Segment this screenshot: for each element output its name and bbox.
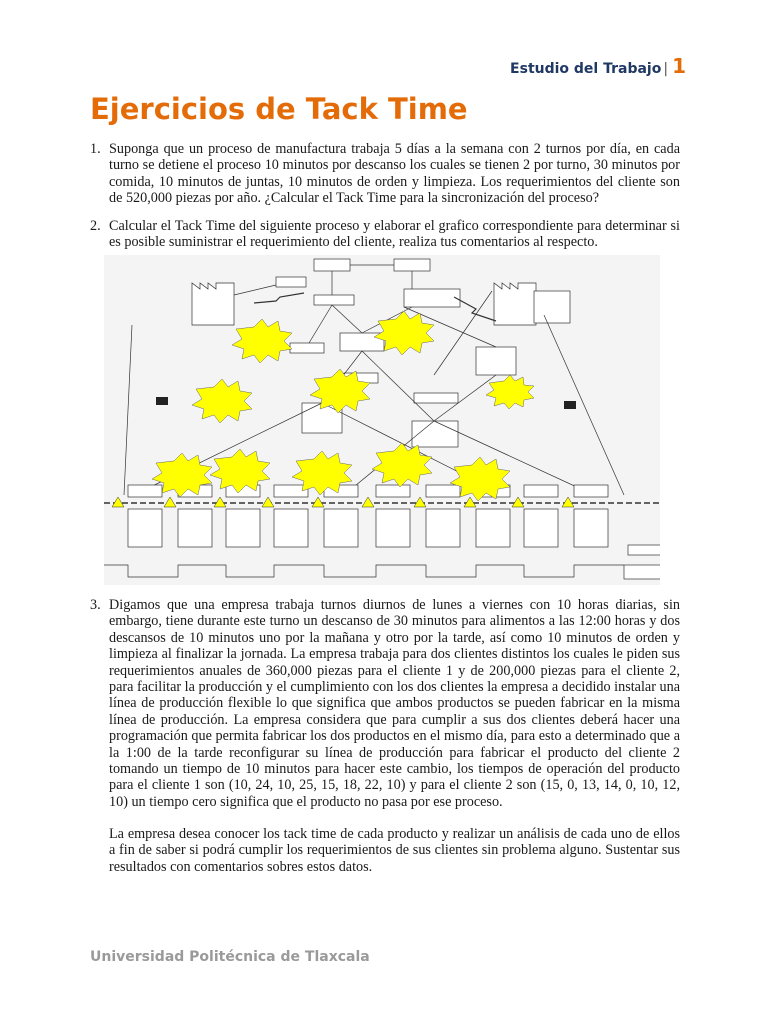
exercise-number: 2.	[90, 218, 101, 234]
header-title: Estudio del Trabajo	[510, 61, 662, 77]
exercise-3-followup: La empresa desea conocer los tack time de cada producto y realizar un análisis de cada uno de ellos a fin de saber si podrá cumplir los requerimientos de sus clientes sin problema alguno. Sustentar sus resultados con comentarios sobres estos datos.	[109, 826, 680, 875]
exercise-2	[90, 218, 680, 251]
exercise-3	[90, 597, 680, 810]
value-stream-map-figure	[104, 255, 660, 585]
truck-icon	[156, 397, 168, 405]
exercise-1	[90, 141, 680, 207]
exercise-text: Suponga que un proceso de manufactura trabaja 5 días a la semana con 2 turnos por día, en cada turno se detiene el proceso 10 minutos por descanso los cuales se tienen 2 por turno, 30 minutos por comida, 10 minutos de juntas, 10 minutos de orden y limpieza. Los requerimientos del cliente son de 520,000 piezas por año. ¿Calcular el Tack Time para la sincronización del proceso?	[109, 141, 680, 207]
exercise-text: Digamos que una empresa trabaja turnos diurnos de lunes a viernes con 10 horas diarias, sin embargo, tiene durante este turno un descanso de 30 minutos para alimentos a las 12:00 horas y dos descansos de 10 minutos uno por la mañana y otro por la tarde, así como 10 minutos de orden y limpieza al finalizar la jornada. La empresa trabaja para dos clientes distintos los cuales le piden sus requerimientos anuales de 360,000 piezas para el cliente 1 y de 200,000 piezas para el cliente 2, para facilitar la producción y el cumplimiento con los dos clientes la empresa a decidido instalar una línea de producción flexible lo que significa que ambos productos se pueden fabricar en la misma línea de producción. La empresa considera que para cumplir a sus dos clientes deberá hacer una programación que permita fabricar los dos productos en el mismo día, para esto a determinado que a la 1:00 de la tarde reconfigurar su línea de producción para fabricar el producto del cliente 2 tomando un tiempo de 10 minutos para hacer este cambio, los tiempos de operación del producto para el cliente 1 son (10, 24, 10, 25, 15, 18, 22, 10) y para el cliente 2 son (15, 0, 13, 14, 0, 10, 12, 10) un tiempo cero significa que el producto no pasa por ese proceso.	[109, 597, 680, 810]
exercise-text: Calcular el Tack Time del siguiente proceso y elaborar el grafico correspondiente para determinar si es posible suministrar el requerimiento del cliente, realiza tus comentarios al respecto.	[109, 218, 680, 251]
supplier-factory-icon	[192, 283, 234, 325]
header-separator: |	[663, 61, 669, 77]
exercise-number: 1.	[90, 141, 101, 157]
page-header	[510, 54, 686, 78]
exercise-number: 3.	[90, 597, 101, 613]
customer-factory-icon	[494, 283, 536, 325]
page-title: Ejercicios de Tack Time	[90, 92, 468, 126]
truck-icon	[564, 401, 576, 409]
page-number: 1	[672, 54, 686, 78]
page-footer: Universidad Politécnica de Tlaxcala	[90, 949, 370, 965]
